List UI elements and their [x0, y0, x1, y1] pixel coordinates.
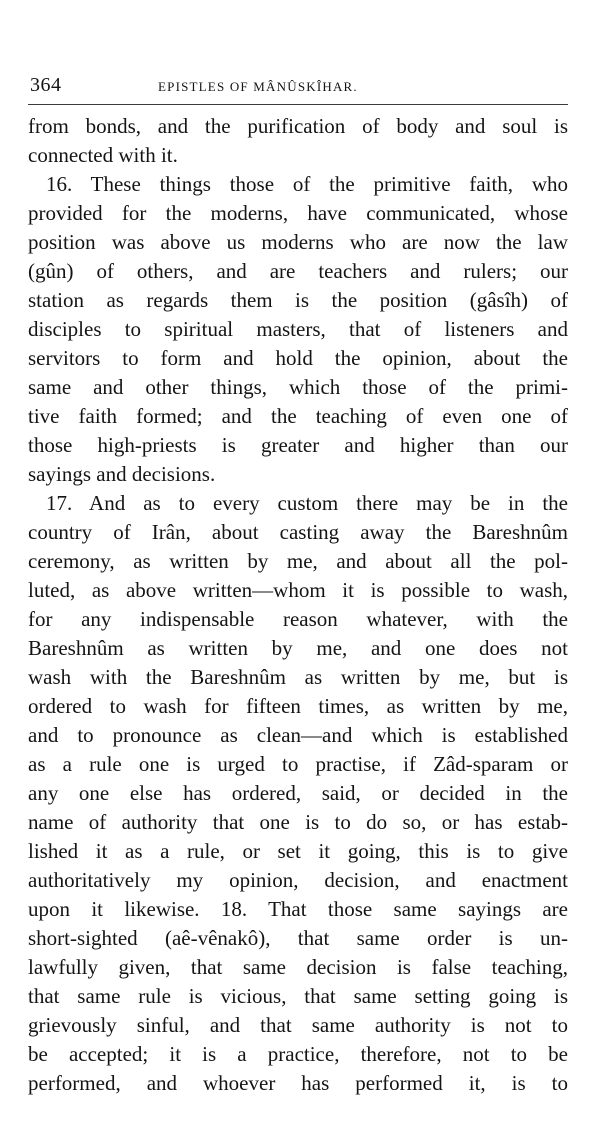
text-line: for any indispensable reason whatever, with the	[28, 607, 568, 631]
text-line: tive faith formed; and the teaching of even one of	[28, 404, 568, 428]
text-line: any one else has ordered, said, or decided in the	[28, 781, 568, 805]
text-line: lished it as a rule, or set it going, this is to give	[28, 839, 568, 863]
text-line: grievously sinful, and that same authority is not to	[28, 1013, 568, 1037]
text-line: sayings and decisions.	[28, 462, 216, 486]
text-line: ordered to wash for fifteen times, as written by me,	[28, 694, 568, 718]
text-line: disciples to spiritual masters, that of listeners and	[28, 317, 568, 341]
text-line: be accepted; it is a practice, therefore, not to be	[28, 1042, 568, 1066]
text-line: luted, as above written—whom it is possible to wash,	[28, 578, 568, 602]
text-line: provided for the moderns, have communicated, whose	[28, 201, 568, 225]
running-head	[28, 74, 568, 100]
text-line: short-sighted (aê-vênakô), that same order is un-	[28, 926, 568, 950]
book-page	[28, 0, 568, 1131]
text-line: ceremony, as written by me, and about all the pol-	[28, 549, 568, 573]
text-line: same and other things, which those of the primi-	[28, 375, 568, 399]
text-line: (gûn) of others, and are teachers and rulers; our	[28, 259, 568, 283]
body-text	[28, 112, 568, 1098]
text-line: country of Irân, about casting away the Bareshnûm	[28, 520, 568, 544]
text-line: that same rule is vicious, that same setting going is	[28, 984, 568, 1008]
text-line: wash with the Bareshnûm as written by me, but is	[28, 665, 568, 689]
text-line: authoritatively my opinion, decision, and enactment	[28, 868, 568, 892]
text-line: position was above us moderns who are now the law	[28, 230, 568, 254]
text-line: connected with it.	[28, 143, 178, 167]
header-rule	[28, 104, 568, 105]
text-line: name of authority that one is to do so, or has estab-	[28, 810, 568, 834]
page-number: 364	[30, 74, 62, 96]
text-line: from bonds, and the purification of body and soul is	[28, 114, 568, 138]
text-line: as a rule one is urged to practise, if Zâd-sparam or	[28, 752, 568, 776]
text-line: 17. And as to every custom there may be in the	[46, 491, 568, 515]
text-line: 16. These things those of the primitive faith, who	[46, 172, 568, 196]
text-line: those high-priests is greater and higher than our	[28, 433, 568, 457]
text-line: performed, and whoever has performed it, is to	[28, 1071, 568, 1095]
text-line: lawfully given, that same decision is false teaching,	[28, 955, 568, 979]
text-line: upon it likewise. 18. That those same sayings are	[28, 897, 568, 921]
text-line: and to pronounce as clean—and which is established	[28, 723, 568, 747]
text-line: servitors to form and hold the opinion, about the	[28, 346, 568, 370]
text-line: station as regards them is the position (gâsîh) of	[28, 288, 568, 312]
running-title: EPISTLES OF MÂNÛSKÎHAR.	[158, 79, 358, 94]
text-line: Bareshnûm as written by me, and one does not	[28, 636, 568, 660]
